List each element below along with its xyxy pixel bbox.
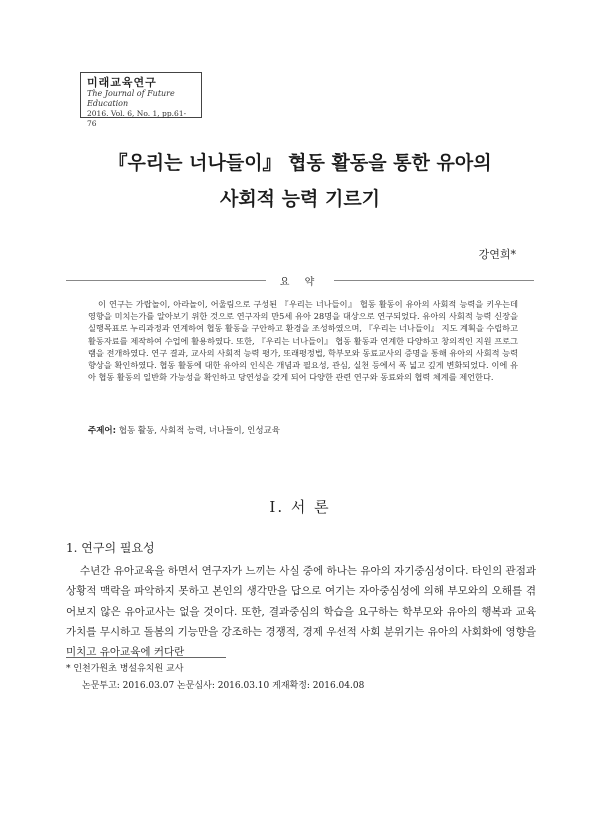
section-title: I. 서 론 bbox=[269, 498, 331, 516]
footnote-dates: 논문투고: 2016.03.07 논문심사: 2016.03.10 게재확정: 2016.04.08 bbox=[82, 681, 365, 691]
journal-volume: 2016. Vol. 6, No. 1, pp.61-76 bbox=[87, 109, 187, 128]
abstract-label: 요 약 bbox=[279, 277, 321, 288]
paper-title-line1: 『우리는 너나들이』 협동 활동을 통한 유아의 bbox=[108, 152, 492, 174]
journal-name: 미래교육연구 bbox=[87, 76, 157, 89]
paper-title-line2: 사회적 능력 기르기 bbox=[219, 188, 381, 210]
keywords bbox=[88, 424, 280, 436]
footnote-divider bbox=[66, 657, 226, 658]
subsection-title: 1. 연구의 필요성 bbox=[66, 541, 155, 555]
journal-name-english: The Journal of Future Education bbox=[87, 89, 175, 108]
footnote-affiliation: * 인천가원초 병설유치원 교사 bbox=[66, 664, 184, 674]
author-name: 강연희* bbox=[478, 248, 516, 261]
keywords-text: 협동 활동, 사회적 능력, 너나들이, 인성교육 bbox=[118, 426, 280, 436]
keywords-label: 주제어: bbox=[88, 426, 117, 436]
abstract-text: 이 연구는 가랍놀이, 아라놀이, 어울림으로 구성된 『우리는 너나들이』 협동 활동이 유아의 사회적 능력을 키우는데 영향을 미치는가를 알아보기 위한 것으로 연구자의 만5세 유아 28명을 대상으로 연구되었다. 유아의 사회적 능력 신장을 실행목표로 누리과정과 연계하여 협동 활동을 구안하고 환경을 조성하였으며, 『우리는 너나들이』 지도 계획을 수립하고 활동자료를 제작하여 수업에 활용하였다. 또한, 『우리는 너나들이』 협동 활동과 연계한 다양하고 창의적인 지원 프로그램을 전개하였다. 연구 결과, 교사의 사회적 능력 평가, 또래평정법, 학부모와 동료교사의 증명을 통해 유아의 사회적 능력 향상을 확인하였다. 협동 활동에 대한 유아의 인식은 개념과 필요성, 관심, 실천 등에서 폭 넓고 깊게 변화되었다. 이에 유아 협동 활동의 일반화 가능성을 확인하고 당연성을 갖게 되어 다양한 관련 연구와 동료와의 협력 체계를 제언한다. bbox=[88, 299, 518, 383]
journal-header bbox=[80, 72, 202, 128]
body-paragraph: 수년간 유아교육을 하면서 연구자가 느끼는 사실 중에 하나는 유아의 자기중심성이다. 타인의 관점과 상황적 맥락을 파악하지 못하고 본인의 생각만을 답으로 여기는 자아중심성에 의해 부모와의 오해를 겪어보지 않은 유아교사는 없을 것이다. 또한, 결과중심의 학습을 요구하는 학부모와 유아의 행복과 교육 가치를 무시하고 돌봄의 기능만을 강조하는 경쟁적, 경제 우선적 사회 분위기는 유아의 사회화에 영향을 미치고 유아교육에 커다란 bbox=[66, 565, 536, 659]
